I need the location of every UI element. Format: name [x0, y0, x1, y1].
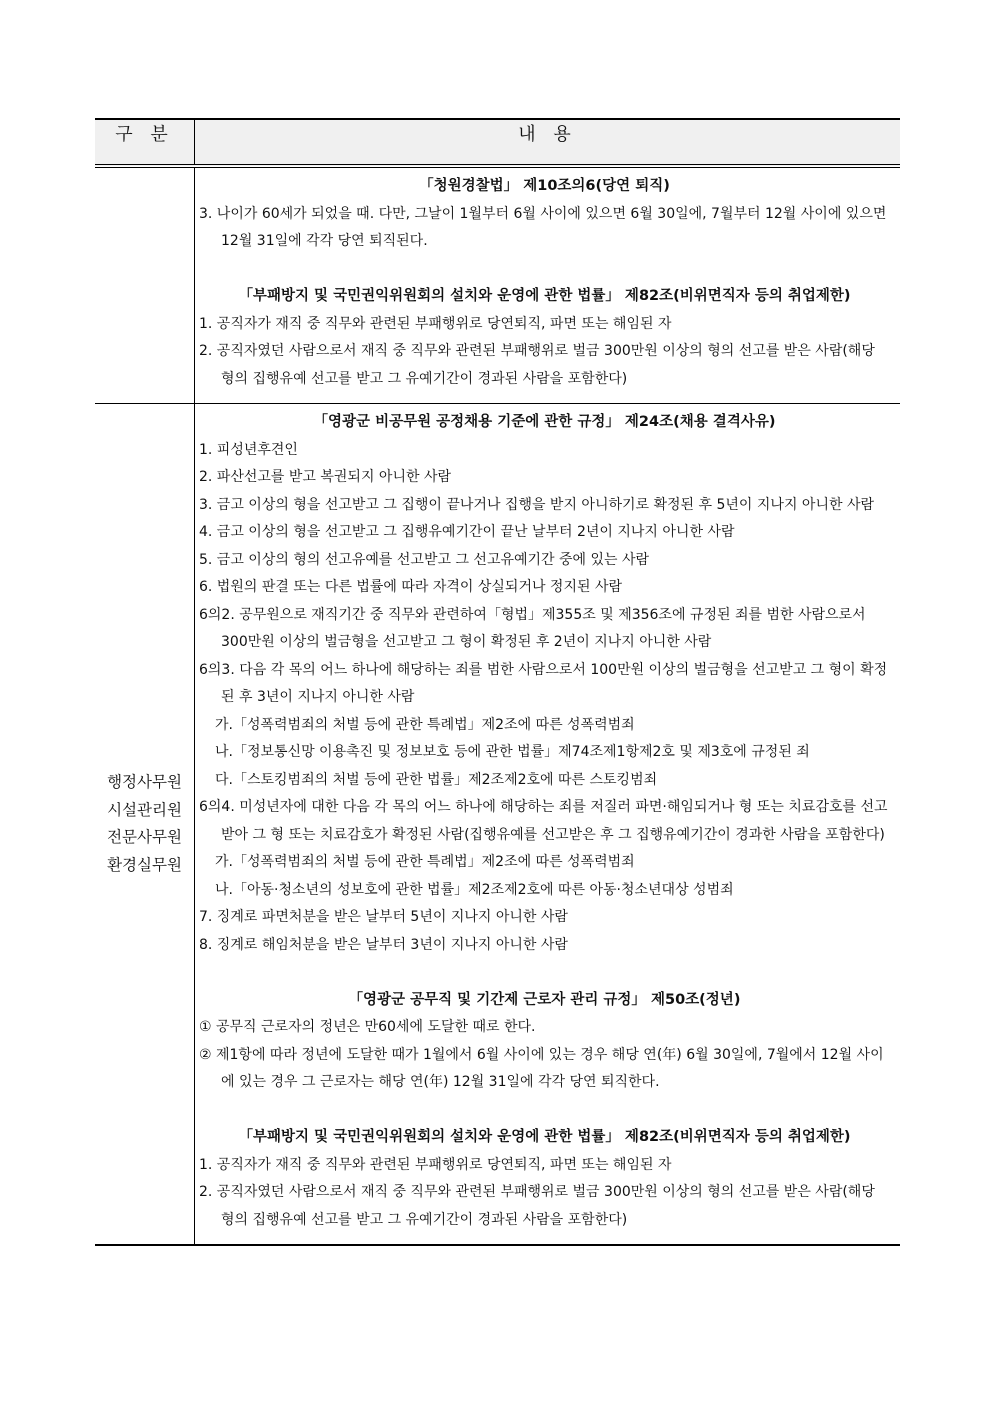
list-item: 6의4. 미성년자에 대한 다음 각 목의 어느 하나에 해당하는 죄를 저질러 파면·해임되거나 형 또는 치료감호를 선고받아 그 형 또는 치료감호가 확정된 사람(집행유예를 선고받은 후 그 집행유예기간이 경과한 사람을 포함한다) — [199, 799, 888, 843]
list-item: 6의2. 공무원으로 재직기간 중 직무와 관련하여「형법」제355조 및 제356조에 규정된 죄를 범한 사람으로서 300만원 이상의 벌금형을 선고받고 그 형이 확정된 후 2년이 지나지 아니한 사람 — [199, 606, 866, 650]
regulation-table — [95, 118, 900, 1246]
list-item: 4. 금고 이상의 형을 선고받고 그 집행유예기간이 끝난 날부터 2년이 지나지 아니한 사람 — [199, 524, 735, 540]
sub-list-item: 나.「아동·청소년의 성보호에 관한 법률」제2조제2호에 따른 아동·청소년대상 성범죄 — [215, 881, 734, 898]
header-content: 내 용 — [195, 119, 901, 166]
list-item: 2. 공직자였던 사람으로서 재직 중 직무와 관련된 부패행위로 벌금 300만원 이상의 형의 선고를 받은 사람(해당 형의 집행유예 선고를 받고 그 유예기간이 경과된 사람을 포함한다) — [199, 1184, 875, 1228]
list-item: 6의3. 다음 각 목의 어느 하나에 해당하는 죄를 범한 사람으로서 100만원 이상의 벌금형을 선고받고 그 형이 확정된 후 3년이 지나지 아니한 사람 — [199, 661, 888, 705]
table-row — [95, 404, 900, 1246]
list-item: 3. 나이가 60세가 되었을 때. 다만, 그날이 1월부터 6월 사이에 있으면 6월 30일에, 7월부터 12월 사이에 있으면 12월 31일에 각각 당연 퇴직된다. — [199, 205, 887, 249]
content-cell — [195, 166, 901, 404]
category-label: 시설관리원 — [107, 800, 182, 819]
section-title: 「영광군 비공무원 공정채용 기준에 관한 규정」 제24조(채용 결격사유) — [313, 414, 776, 430]
sub-list-item: 가.「성폭력범죄의 처벌 등에 관한 특례법」제2조에 따른 성폭력범죄 — [215, 854, 635, 870]
list-item: 7. 징계로 파면처분을 받은 날부터 5년이 지나지 아니한 사람 — [199, 909, 568, 925]
category-label: 환경실무원 — [107, 855, 182, 874]
list-item: 5. 금고 이상의 형의 선고유예를 선고받고 그 선고유예기간 중에 있는 사람 — [199, 551, 650, 568]
category-cell-empty — [95, 166, 195, 404]
list-item: 3. 금고 이상의 형을 선고받고 그 집행이 끝나거나 집행을 받지 아니하기로 확정된 후 5년이 지나지 아니한 사람 — [199, 496, 874, 513]
category-label: 행정사무원 — [107, 773, 182, 791]
list-item: 1. 공직자가 재직 중 직무와 관련된 부패행위로 당연퇴직, 파면 또는 해임된 자 — [199, 1156, 672, 1173]
section-title: 「청원경찰법」 제10조의6(당연 퇴직) — [419, 178, 670, 194]
list-item: ② 제1항에 따라 정년에 도달한 때가 1월에서 6월 사이에 있는 경우 해당 연(年) 6월 30일에, 7월에서 12월 사이에 있는 경우 그 근로자는 해당 연(年) 12월 31일에 각각 당연 퇴직한다. — [199, 1046, 884, 1090]
section-title: 「영광군 공무직 및 기간제 근로자 관리 규정」 제50조(정년) — [348, 991, 741, 1008]
list-item: 2. 파산선고를 받고 복권되지 아니한 사람 — [199, 469, 451, 485]
list-item: 1. 공직자가 재직 중 직무와 관련된 부패행위로 당연퇴직, 파면 또는 해임된 자 — [199, 315, 672, 332]
section-title: 「부패방지 및 국민권익위원회의 설치와 운영에 관한 법률」 제82조(비위면직자 등의 취업제한) — [238, 1129, 851, 1145]
content-cell — [195, 404, 901, 1246]
table-row — [95, 166, 900, 404]
sub-list-item: 다.「스토킹범죄의 처벌 등에 관한 법률」제2조제2호에 따른 스토킹범죄 — [215, 771, 658, 788]
sub-list-item: 나.「정보통신망 이용촉진 및 정보보호 등에 관한 법률」제74조제1항제2호 및 제3호에 규정된 죄 — [215, 744, 810, 760]
list-item: 8. 징계로 해임처분을 받은 날부터 3년이 지나지 아니한 사람 — [199, 936, 568, 953]
list-item: 6. 법원의 판결 또는 다른 법률에 따라 자격이 상실되거나 정지된 사람 — [199, 579, 623, 595]
table-header-row — [95, 119, 900, 166]
category-label: 전문사무원 — [107, 828, 182, 846]
header-category: 구 분 — [95, 119, 195, 166]
sub-list-item: 가.「성폭력범죄의 처벌 등에 관한 특례법」제2조에 따른 성폭력범죄 — [215, 716, 635, 733]
category-cell — [95, 404, 195, 1246]
list-item: ① 공무직 근로자의 정년은 만60세에 도달한 때로 한다. — [199, 1019, 536, 1035]
list-item: 2. 공직자였던 사람으로서 재직 중 직무와 관련된 부패행위로 벌금 300만원 이상의 형의 선고를 받은 사람(해당 형의 집행유예 선고를 받고 그 유예기간이 경과된 사람을 포함한다) — [199, 343, 875, 387]
list-item: 1. 피성년후견인 — [199, 441, 298, 458]
section-title: 「부패방지 및 국민권익위원회의 설치와 운영에 관한 법률」 제82조(비위면직자 등의 취업제한) — [238, 288, 851, 304]
